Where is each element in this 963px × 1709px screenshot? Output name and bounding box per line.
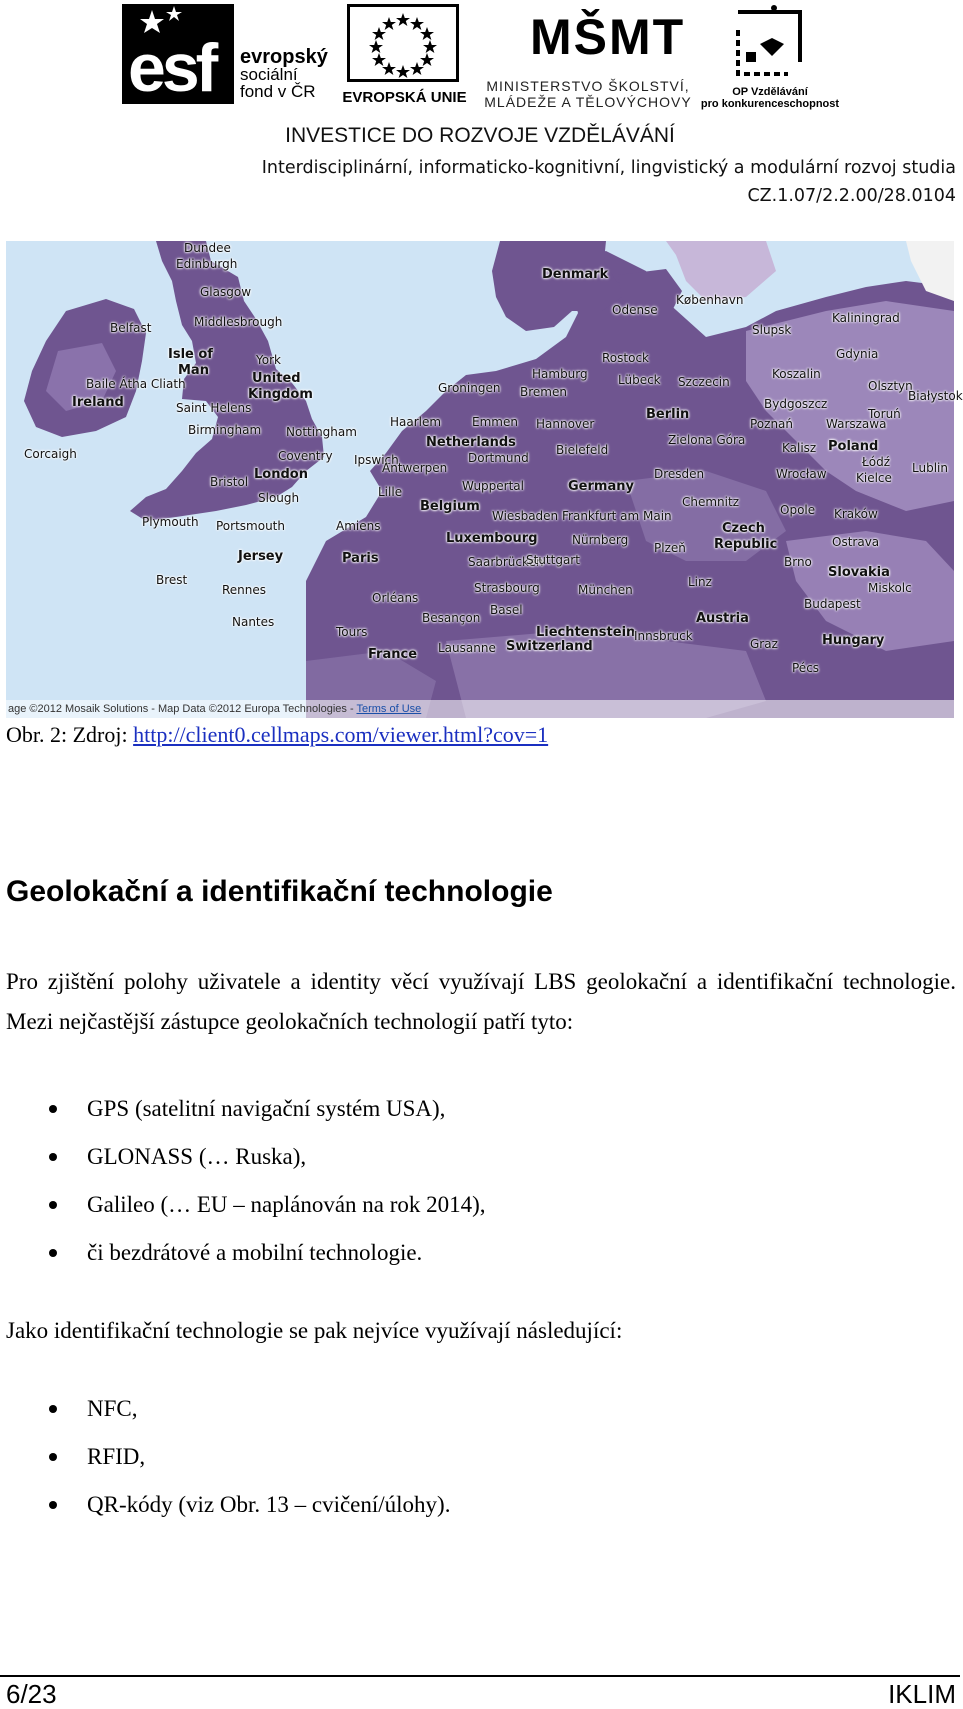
map-label-kobenhavn: København (676, 293, 744, 307)
map-label-edinburgh: Edinburgh (176, 257, 238, 271)
map-label-belfast: Belfast (110, 321, 152, 335)
figure-caption (6, 722, 548, 748)
project-code: CZ.1.07/2.2.00/28.0104 (747, 186, 956, 206)
identification-list (0, 1385, 450, 1529)
map-label-brno: Brno (784, 555, 812, 569)
map-label-szczecin: Szczecin (678, 375, 730, 389)
map-label-graz: Graz (750, 637, 778, 651)
map-label-wroclaw: Wrocław (776, 467, 827, 481)
map-label-corcaigh: Corcaigh (24, 447, 77, 461)
map-label-rostock: Rostock (602, 351, 649, 365)
map-label-netherlands: Netherlands (426, 435, 516, 450)
map-label-munchen: München (578, 583, 633, 597)
map-label-lodz: Łódź (862, 455, 891, 469)
map-label-kalisz: Kalisz (782, 441, 817, 455)
eu-logo (342, 4, 467, 104)
map-label-saint-helens: Saint Helens (176, 401, 252, 415)
sweden-shape (666, 241, 776, 301)
map-label-frankfurt: Frankfurt am Main (562, 509, 672, 523)
esf-logo-text (240, 46, 328, 101)
map-label-olsztyn: Olsztyn (868, 379, 913, 393)
map-label-lubeck: Lübeck (618, 373, 661, 387)
msmt-line-2: MLÁDEŽE A TĚLOVÝCHOVY (484, 94, 692, 110)
map-label-emmen: Emmen (472, 415, 518, 429)
map-label-bialystok: Białystok (908, 389, 963, 403)
map-label-krakow: Kraków (834, 507, 878, 521)
tagline: INVESTICE DO ROZVOJE VZDĚLÁVÁNÍ (285, 124, 675, 147)
map-label-tours: Tours (336, 625, 368, 639)
list-item: QR-kódy (viz Obr. 13 – cvičení/úlohy). (0, 1481, 450, 1529)
map-label-zielona-gora: Zielona Góra (668, 433, 746, 447)
map-label-slovakia: Slovakia (828, 565, 890, 580)
map-label-czech-2: Republic (714, 537, 778, 552)
map-label-plymouth: Plymouth (142, 515, 199, 529)
map-label-lublin: Lublin (912, 461, 948, 475)
map-label-france: France (368, 647, 418, 662)
map-attribution-text: age ©2012 Mosaik Solutions - Map Data ©2012 Europa Technologies - (8, 703, 357, 715)
map-label-hamburg: Hamburg (532, 367, 588, 381)
map-label-odense: Odense (612, 303, 658, 317)
map-label-chemnitz: Chemnitz (682, 495, 739, 509)
map-label-belgium: Belgium (420, 499, 480, 514)
esf-mark-text: esf (128, 30, 215, 106)
map-label-bydgoszcz: Bydgoszcz (764, 397, 828, 411)
map-label-birmingham: Birmingham (188, 423, 262, 437)
map-label-amiens: Amiens (336, 519, 381, 533)
map-label-kaliningrad: Kaliningrad (832, 311, 900, 325)
map-label-wuppertal: Wuppertal (462, 479, 524, 493)
map-label-brest: Brest (156, 573, 188, 587)
footer-divider (0, 1675, 960, 1677)
map-label-liechtenstein: Liechtenstein (536, 625, 636, 640)
msmt-mark: MŠMT (530, 9, 686, 65)
map-label-nantes: Nantes (232, 615, 275, 629)
paragraph-geolocation: Pro zjištění polohy uživatele a identity věcí využívají LBS geolokační a identifikační technologie. Mezi nejčastější zástupce geolokačních technologií patří tyto: (6, 969, 956, 1034)
map-label-portsmouth: Portsmouth (216, 519, 285, 533)
map-label-torun: Toruń (868, 407, 901, 421)
paragraph-identification: Jako identifikační technologie se pak nejvíce využívají následující: (6, 1318, 623, 1343)
map-label-nurnberg: Nürnberg (572, 533, 629, 547)
list-item: či bezdrátové a mobilní technologie. (0, 1229, 486, 1277)
map-label-jersey: Jersey (238, 549, 284, 564)
list-item: Galileo (… EU – naplánován na rok 2014), (0, 1181, 486, 1229)
map-label-opole: Opole (780, 503, 816, 517)
msmt-logo (478, 4, 698, 108)
map-label-berlin: Berlin (646, 407, 690, 422)
geolocation-list (0, 1085, 486, 1277)
caption-prefix: Obr. 2: Zdroj: (6, 722, 134, 747)
map-label-york: York (256, 353, 281, 367)
map-label-slough: Slough (258, 491, 300, 505)
map-label-saarbrucken: Saarbrücken (468, 555, 544, 569)
footer-brand: IKLIM (888, 1679, 956, 1709)
map-attribution (6, 700, 956, 718)
map-label-middlesbrough: Middlesbrough (194, 315, 283, 329)
map-label-slupsk: Slupsk (752, 323, 792, 337)
esf-logo (122, 4, 330, 104)
map-label-paris: Paris (342, 551, 379, 566)
map-label-orleans: Orléans (372, 591, 419, 605)
op-label (700, 86, 840, 110)
map-label-warszawa: Warszawa (826, 417, 887, 431)
map-label-wiesbaden: Wiesbaden (492, 509, 559, 523)
map-label-lille: Lille (378, 485, 403, 499)
map-label-hungary: Hungary (822, 633, 885, 648)
map-label-dresden: Dresden (654, 467, 705, 481)
map-label-poznan: Poznań (750, 417, 794, 431)
map-label-coventry: Coventry (278, 449, 333, 463)
map-label-hannover: Hannover (536, 417, 595, 431)
map-label-poland: Poland (828, 439, 879, 454)
map-label-denmark: Denmark (542, 267, 609, 282)
op-line-2: pro konkurenceschopnost (700, 98, 840, 110)
header-logos (0, 0, 960, 150)
eu-label: EVROPSKÁ UNIE (342, 89, 467, 106)
map-label-bielefeld: Bielefeld (556, 443, 609, 457)
map-label-isle-of-man-2: Man (178, 363, 209, 378)
map-label-luxembourg: Luxembourg (446, 531, 538, 546)
section-title: Geolokační a identifikační technologie (6, 875, 553, 908)
map-label-innsbruck: Innsbruck (634, 629, 693, 643)
esf-line-3: fond v ČR (240, 82, 316, 101)
esf-line-2: sociální (240, 65, 298, 84)
map-label-london: London (254, 467, 308, 482)
map-label-haarlem: Haarlem (390, 415, 442, 429)
map-label-gdynia: Gdynia (836, 347, 879, 361)
list-item: NFC, (0, 1385, 450, 1433)
map-label-glasgow: Glasgow (200, 285, 252, 299)
map-label-bremen: Bremen (520, 385, 567, 399)
list-item: GLONASS (… Ruska), (0, 1133, 486, 1181)
coverage-map (6, 241, 963, 718)
eu-flag-icon (347, 4, 459, 82)
map-label-united-kingdom-1: United (252, 371, 301, 386)
map-label-dundee: Dundee (184, 241, 231, 255)
page-number: 6/23 (6, 1679, 57, 1709)
map-label-nottingham: Nottingham (286, 425, 357, 439)
op-logo (700, 4, 840, 108)
map-label-united-kingdom-2: Kingdom (248, 387, 313, 402)
map-label-rennes: Rennes (222, 583, 267, 597)
map-label-germany: Germany (568, 479, 634, 494)
map-label-koszalin: Koszalin (772, 367, 821, 381)
op-puzzle-icon (700, 4, 840, 84)
msmt-line-1: MINISTERSTVO ŠKOLSTVÍ, (486, 78, 690, 94)
map-label-basel: Basel (490, 603, 523, 617)
map-label-austria: Austria (696, 611, 749, 626)
map-label-czech-1: Czech (722, 521, 765, 536)
map-label-bristol: Bristol (210, 475, 249, 489)
map-label-baile-atha-cliath: Baile Átha Cliath (86, 377, 186, 391)
map-label-strasbourg: Strasbourg (474, 581, 540, 595)
map-label-miskolc: Miskolc (868, 581, 912, 595)
map-label-ostrava: Ostrava (832, 535, 880, 549)
esf-line-1: evropský (240, 46, 328, 68)
map-label-pecs: Pécs (792, 661, 820, 675)
caption-source-link[interactable]: http://client0.cellmaps.com/viewer.html?cov=1 (133, 722, 549, 747)
map-label-isle-of-man-1: Isle of (168, 347, 213, 362)
list-item: GPS (satelitní navigační systém USA), (0, 1085, 486, 1133)
op-line-1: OP Vzdělávání (732, 86, 808, 98)
map-label-stuttgart: Stuttgart (526, 553, 580, 567)
map-label-ireland: Ireland (72, 395, 124, 410)
map-label-antwerpen: Antwerpen (382, 461, 448, 475)
map-label-ipswich: Ipswich (354, 453, 399, 467)
map-label-besancon: Besançon (422, 611, 481, 625)
map-label-switzerland: Switzerland (506, 639, 593, 654)
map-label-kielce: Kielce (856, 471, 892, 485)
esf-logo-mark (122, 4, 234, 104)
map-label-budapest: Budapest (804, 597, 861, 611)
map-label-dortmund: Dortmund (468, 451, 529, 465)
map-label-groningen: Groningen (438, 381, 501, 395)
list-item: RFID, (0, 1433, 450, 1481)
map-terms-link[interactable]: Terms of Use (356, 703, 422, 715)
map-label-linz: Linz (688, 575, 712, 589)
map-label-lausanne: Lausanne (438, 641, 496, 655)
project-title: Interdisciplinární, informaticko-kognitivní, lingvistický a modulární rozvoj studia (261, 158, 956, 178)
map-label-plzen: Plzeň (654, 541, 686, 555)
